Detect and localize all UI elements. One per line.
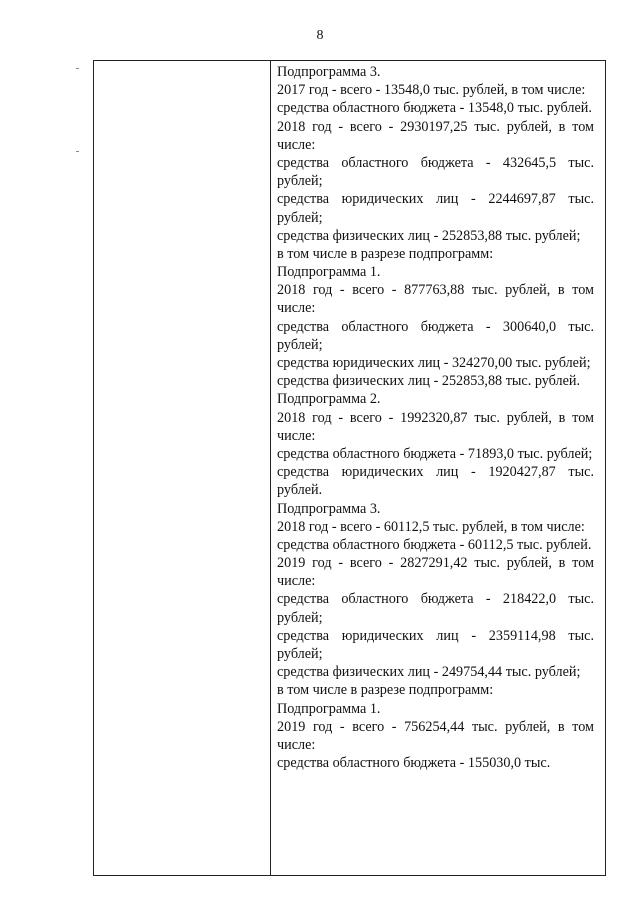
regional-budget-line: средства областного бюджета - 60112,5 тыс. рублей.: [277, 536, 592, 553]
individuals-line: средства физических лиц - 249754,44 тыс. рублей;: [277, 664, 581, 681]
individuals-line: средства физических лиц - 252853,88 тыс. рублей.: [277, 373, 581, 390]
year-total: 2018 год - всего - 877763,88 тыс. рублей, в том числе:: [277, 282, 594, 317]
regional-budget-line: средства областного бюджета - 300640,0 тыс. рублей;: [277, 318, 594, 353]
regional-budget-line: средства областного бюджета - 432645,5 тыс. рублей;: [277, 154, 594, 190]
regional-budget-line: средства областного бюджета - 71893,0 тыс. рублей;: [277, 445, 593, 462]
financing-table: [93, 60, 606, 876]
margin-mark: [76, 151, 79, 152]
year-total: 2018 год - всего - 60112,5 тыс. рублей, в том числе:: [277, 518, 585, 535]
subprogram-heading: Подпрограмма 1.: [277, 700, 381, 717]
column-divider: [270, 61, 271, 875]
year-total: 2018 год - всего - 2930197,25 тыс. рублей, в том числе:: [277, 118, 594, 153]
regional-budget-line: средства областного бюджета - 13548,0 тыс. рублей.: [277, 100, 592, 117]
regional-budget-line: средства областного бюджета - 218422,0 тыс. рублей;: [277, 591, 594, 626]
legal-entities-line: средства юридических лиц - 2244697,87 тыс. рублей;: [277, 191, 594, 226]
legal-entities-line: средства юридических лиц - 1920427,87 тыс. рублей.: [277, 464, 594, 499]
financing-text-cell: [277, 63, 594, 875]
year-total: 2019 год - всего - 2827291,42 тыс. рублей, в том числе:: [277, 555, 594, 590]
legal-entities-line: средства юридических лиц - 2359114,98 тыс. рублей;: [277, 627, 594, 662]
subprogram-heading: Подпрограмма 3.: [277, 64, 381, 80]
individuals-line: средства физических лиц - 252853,88 тыс. рублей;: [277, 227, 581, 244]
year-total: 2019 год - всего - 756254,44 тыс. рублей, в том числе:: [277, 718, 594, 753]
subprogram-breakdown-line: в том числе в разрезе подпрограмм:: [277, 682, 494, 699]
page-number: 8: [316, 28, 324, 43]
regional-budget-line: средства областного бюджета - 155030,0 тыс.: [277, 755, 551, 772]
legal-entities-line: средства юридических лиц - 324270,00 тыс. рублей;: [277, 355, 591, 371]
margin-mark: [76, 68, 79, 69]
year-total: 2017 год - всего - 13548,0 тыс. рублей, в том числе:: [277, 82, 586, 99]
subprogram-breakdown-line: в том числе в разрезе подпрограмм:: [277, 245, 494, 262]
year-total: 2018 год - всего - 1992320,87 тыс. рублей, в том числе:: [277, 409, 594, 444]
subprogram-heading: Подпрограмма 3.: [277, 500, 381, 517]
subprogram-heading: Подпрограмма 1.: [277, 264, 381, 281]
subprogram-heading: Подпрограмма 2.: [277, 391, 381, 408]
